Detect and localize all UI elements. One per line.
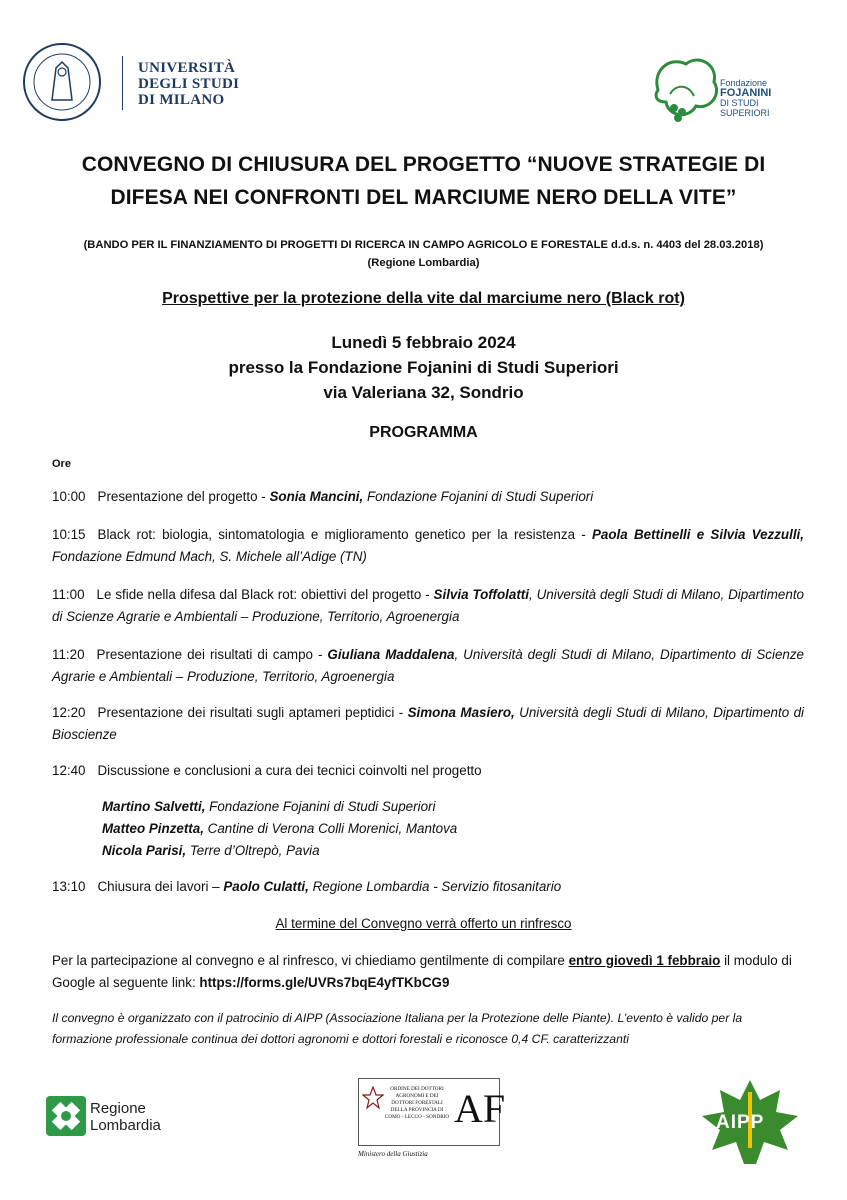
lombardia-cross-icon [46, 1096, 86, 1136]
program-affiliation: Università degli Studi di Milano, Dipartimento di Bioscienze [52, 705, 804, 742]
discussant-affiliation: Cantine di Verona Colli Morenici, Mantova [203, 821, 458, 836]
discussant [102, 840, 320, 862]
fojanini-name [720, 78, 771, 118]
lombardia-label [90, 1100, 161, 1134]
program-time: 10:00 [52, 489, 86, 504]
aipp-logo [700, 1078, 800, 1166]
regione-lombardia-logo [46, 1096, 196, 1140]
program-item [52, 584, 804, 628]
program-speaker: Giuliana Maddalena [327, 647, 455, 662]
fojanini-name-line: Fondazione [720, 78, 768, 88]
discussant-affiliation: Fondazione Fojanini di Studi Superiori [205, 799, 436, 814]
title-line: DIFESA NEI CONFRONTI DEL MARCIUME NERO DELLA VITE” [110, 186, 737, 209]
program-time: 10:15 [52, 527, 86, 542]
vine-leaf-icon [648, 50, 724, 130]
program-text: Black rot: biologia, sintomatologia e miglioramento genetico per la resistenza - [97, 527, 592, 542]
fojanini-name-line: SUPERIORI [720, 108, 770, 118]
ordine-agronomi-logo [358, 1078, 506, 1164]
program-affiliation: Fondazione Edmund Mach, S. Michele all’Adige (TN) [52, 549, 367, 564]
program-text: Discussione e conclusioni a cura dei tecnici coinvolti nel progetto [97, 763, 482, 778]
unimi-seal-icon [22, 42, 102, 122]
program-speaker: Silvia Toffolatti [433, 587, 529, 602]
event-date: Lunedì 5 febbraio 2024 [331, 333, 516, 352]
program-speaker: Paola Bettinelli e Silvia Vezzulli, [591, 527, 804, 542]
discussant [102, 796, 435, 818]
event-address: via Valeriana 32, Sondrio [323, 383, 524, 402]
program-text: Chiusura dei lavori – [97, 879, 224, 894]
program-speaker: Simona Masiero, [407, 705, 515, 720]
lombardia-label-line: Regione [90, 1100, 146, 1117]
participation-paragraph [52, 950, 804, 994]
program-speaker: Sonia Mancini, [269, 489, 364, 504]
bando-line: (Regione Lombardia) [367, 257, 480, 269]
discussant-affiliation: Terre d’Oltrepò, Pavia [186, 843, 320, 858]
ministero-label: Ministero della Giustizia [358, 1150, 428, 1158]
discussant-name: Matteo Pinzetta, [102, 821, 204, 836]
rinfresco-notice: Al termine del Convegno verrà offerto un rinfresco [275, 916, 572, 931]
lombardia-label-line: Lombardia [90, 1117, 161, 1134]
unimi-separator [122, 56, 123, 110]
program-speaker: Paolo Culatti, [223, 879, 309, 894]
patronage-note: Il convegno è organizzato con il patrocinio di AIPP (Associazione Italiana per la Protezione delle Piante). L’evento è valido per la formazione professionale continua dei dottori agronomi e dottori forestali e riconosce 0,4 CF. caratterizzanti [52, 1011, 743, 1046]
program-text: Presentazione dei risultati sugli aptameri peptidici - [97, 705, 408, 720]
ore-label: Ore [52, 458, 71, 470]
program-item [52, 486, 804, 508]
unimi-name-line: DEGLI STUDI [138, 76, 240, 92]
unimi-name-line: UNIVERSITÀ [138, 60, 236, 76]
program-text: Le sfide nella difesa dal Black rot: obiettivi del progetto - [96, 587, 434, 602]
subtitle: Prospettive per la protezione della vite dal marciume nero (Black rot) [162, 290, 685, 307]
program-time: 11:00 [52, 587, 85, 602]
bando-reference [40, 236, 807, 272]
republic-emblem-icon [362, 1086, 384, 1112]
program-time: 11:20 [52, 647, 85, 662]
unimi-name-line: DI MILANO [138, 92, 225, 108]
program-item [52, 524, 804, 568]
program-time: 12:40 [52, 763, 86, 778]
event-venue: presso la Fondazione Fojanini di Studi Superiori [228, 358, 619, 377]
program-affiliation: , Università degli Studi di Milano, Dipartimento di Scienze Agrarie e Ambientali – Produzione, Territorio, Agroenergia [52, 647, 804, 684]
program-affiliation: Fondazione Fojanini di Studi Superiori [363, 489, 594, 504]
title-line: CONVEGNO DI CHIUSURA DEL PROGETTO “NUOVE STRATEGIE DI [81, 153, 766, 176]
unimi-name [138, 60, 239, 108]
discussant-name: Nicola Parisi, [102, 843, 187, 858]
participation-deadline: entro giovedì 1 febbraio [568, 953, 721, 968]
fojanini-logo [648, 50, 778, 130]
ordine-text: ORDINE DEI DOTTORI AGRONOMI E DEI DOTTORI FORESTALI DELLA PROVINCIA DI COMO - LECCO - SONDRIO [384, 1086, 450, 1120]
event-details [40, 330, 807, 405]
program-affiliation: Regione Lombardia - Servizio fitosanitario [308, 879, 562, 894]
program-text: Presentazione dei risultati di campo - [96, 647, 328, 662]
aipp-label: AIPP [716, 1112, 765, 1133]
program-affiliation: , Università degli Studi di Milano, Dipartimento di Scienze Agrarie e Ambientali – Produzione, Territorio, Agroenergia [52, 587, 804, 624]
unimi-logo [22, 42, 262, 122]
document-title [40, 148, 807, 214]
fojanini-name-line: FOJANINI [720, 87, 772, 99]
discussant-name: Martino Salvetti, [102, 799, 206, 814]
bando-line: (BANDO PER IL FINANZIAMENTO DI PROGETTI DI RICERCA IN CAMPO AGRICOLO E FORESTALE d.d.s. n. 4403 del 28.03.2018) [83, 239, 764, 251]
registration-link[interactable]: https://forms.gle/UVRs7bqE4yfTKbCG9 [199, 975, 450, 990]
programma-heading: PROGRAMMA [369, 424, 478, 441]
participation-text: Per la partecipazione al convegno e al rinfresco, vi chiediamo gentilmente di compilare [52, 953, 569, 968]
program-item-closing [52, 876, 804, 898]
program-item [52, 644, 804, 688]
fojanini-name-line: DI STUDI [720, 98, 759, 108]
program-item [52, 760, 804, 782]
ordine-af-mark: AF [454, 1086, 506, 1131]
participation-text: il modulo di Google al seguente link: [52, 953, 792, 990]
program-time: 12:20 [52, 705, 86, 720]
program-time: 13:10 [52, 879, 86, 894]
program-item [52, 702, 804, 746]
discussant [102, 818, 457, 840]
program-text: Presentazione del progetto - [97, 489, 270, 504]
